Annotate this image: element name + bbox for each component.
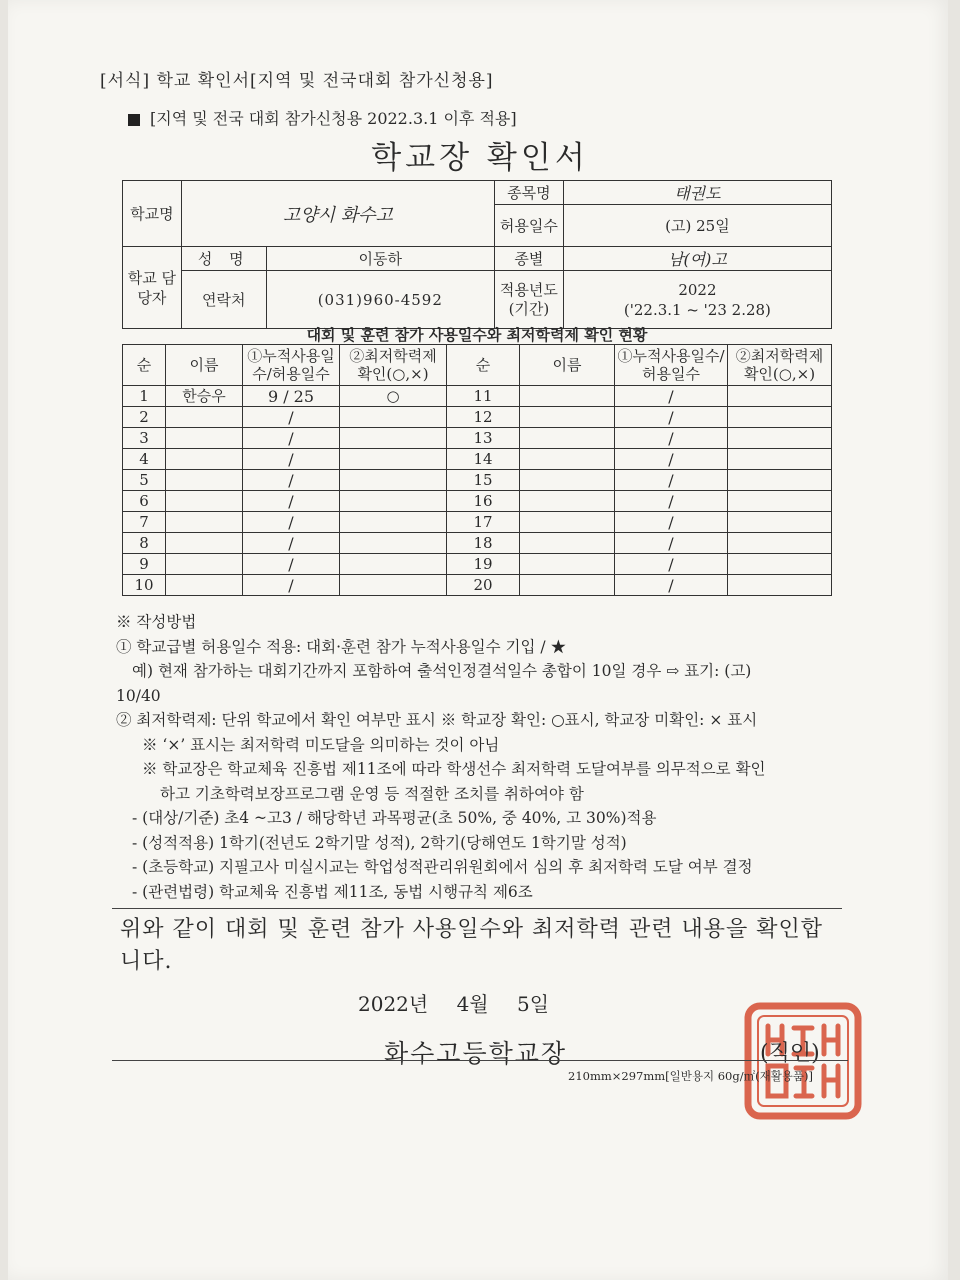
date-month: 4월 [456, 992, 489, 1016]
document-title: 학교장 확인서 [371, 140, 589, 176]
sub-label-row [128, 106, 517, 129]
row-number: 6 [123, 491, 166, 512]
square-bullet-icon [128, 114, 140, 126]
event-value: 태권도 [563, 181, 831, 205]
detail-1: - (대상/기준) 초4 ~고3 / 해당학년 과목평균(초 50%, 중 40%, 고 30%)적용 [132, 809, 657, 827]
row-check [340, 533, 447, 554]
header-name-2: 이름 [520, 345, 615, 386]
row-number: 5 [123, 470, 166, 491]
row-name [166, 575, 243, 596]
table-row [123, 533, 832, 554]
row-days: 9 / 25 [243, 386, 340, 407]
date-day: 5일 [516, 992, 550, 1016]
note-2: ② 최저학력제: 단위 학교에서 확인 여부만 표시 ※ 학교장 확인: ○표시, 학교장 미확인: × 표시 [116, 711, 758, 729]
row-name [166, 554, 243, 575]
period-label: 적용년도 (기간) [495, 271, 564, 329]
row-days-2: / [615, 491, 728, 512]
row-number-2: 16 [447, 491, 520, 512]
detail-3: - (초등학교) 지필고사 미실시교는 학업성적관리위원회에서 심의 후 최저학력 도달 여부 결정 [132, 858, 753, 876]
table-row [123, 386, 832, 407]
contact-value: (031)960-4592 [266, 271, 494, 329]
gender-value: 남(여)고 [563, 247, 831, 271]
row-days: / [243, 491, 340, 512]
school-value: 고양시 화수고 [181, 181, 494, 247]
row-number-2: 12 [447, 407, 520, 428]
row-check-2 [728, 407, 832, 428]
header-no-2: 순 [447, 345, 520, 386]
note-2-b: ※ 학교장은 학교체육 진흥법 제11조에 따라 학생선수 최저학력 도달여부를 의무적으로 확인 [142, 760, 766, 778]
row-number: 1 [123, 386, 166, 407]
issue-date [358, 988, 565, 1017]
row-check-2 [728, 491, 832, 512]
row-check [340, 512, 447, 533]
row-number: 9 [123, 554, 166, 575]
row-days-2: / [615, 575, 728, 596]
allowed-days-value: (고) 25일 [563, 205, 831, 247]
school-label: 학교명 [123, 181, 182, 247]
sub-label: [지역 및 전국 대회 참가신청용 2022.3.1 이후 적용] [150, 109, 517, 128]
row-check-2 [728, 386, 832, 407]
principal-name: 화수고등학교장 [384, 1039, 568, 1068]
header-days: ①누적사용일수/허용일수 [243, 345, 340, 386]
row-check [340, 554, 447, 575]
list-caption: 대회 및 훈련 참가 사용일수와 최저학력제 확인 현황 [306, 326, 648, 344]
contact-label: 연락처 [181, 271, 266, 329]
row-name [166, 428, 243, 449]
table-row [123, 407, 832, 428]
row-name: 한승우 [166, 386, 243, 407]
row-number-2: 11 [447, 386, 520, 407]
row-days: / [243, 533, 340, 554]
row-days-2: / [615, 533, 728, 554]
event-label: 종목명 [495, 181, 564, 205]
participation-table [122, 344, 832, 596]
header-no: 순 [123, 345, 166, 386]
row-check-2 [728, 428, 832, 449]
row-number-2: 20 [447, 575, 520, 596]
instructions [116, 610, 856, 904]
row-check-2 [728, 449, 832, 470]
allowed-days-label: 허용일수 [495, 205, 564, 247]
row-number: 10 [123, 575, 166, 596]
detail-2: - (성적적용) 1학기(전년도 2학기말 성적), 2학기(당해연도 1학기말 성적) [132, 833, 627, 852]
row-check-2 [728, 470, 832, 491]
row-days-2: / [615, 449, 728, 470]
row-check-2 [728, 575, 832, 596]
row-check [340, 449, 447, 470]
note-1-example: 예) 현재 참가하는 대회기간까지 포함하여 출석인정결석일수 총합이 10일 경우 ⇨ 표기: (고) [132, 662, 752, 680]
row-days-2: / [615, 428, 728, 449]
row-days: / [243, 470, 340, 491]
row-name-2 [520, 491, 615, 512]
row-name-2 [520, 407, 615, 428]
row-check [340, 428, 447, 449]
row-number: 4 [123, 449, 166, 470]
seal-label: (직인) [760, 1041, 820, 1066]
period-year: 2022 [678, 280, 717, 299]
row-check: ○ [340, 386, 447, 407]
header-check-2: ②최저학력제 확인(○,×) [728, 345, 832, 386]
row-name-2 [520, 470, 615, 491]
row-name [166, 512, 243, 533]
row-days: / [243, 575, 340, 596]
row-days-2: / [615, 470, 728, 491]
row-days-2: / [615, 554, 728, 575]
divider-top [112, 908, 842, 909]
table-row [123, 491, 832, 512]
row-check [340, 575, 447, 596]
name-label: 성 명 [181, 247, 266, 271]
row-name-2 [520, 533, 615, 554]
row-name [166, 491, 243, 512]
row-days-2: / [615, 407, 728, 428]
row-name [166, 449, 243, 470]
row-number: 2 [123, 407, 166, 428]
note-1: ① 학교급별 허용일수 적용: 대회·훈련 참가 누적사용일수 기입 / ★ [116, 637, 567, 656]
detail-4: - (관련법령) 학교체육 진흥법 제11조, 동법 시행규칙 제6조 [132, 882, 533, 901]
row-check [340, 407, 447, 428]
row-name [166, 470, 243, 491]
row-number: 7 [123, 512, 166, 533]
row-name [166, 407, 243, 428]
form-label: [서식] 학교 확인서[지역 및 전국대회 참가신청용] [100, 71, 494, 91]
header-days-2: ①누적사용일수/허용일수 [615, 345, 728, 386]
row-name-2 [520, 449, 615, 470]
row-number-2: 19 [447, 554, 520, 575]
row-days-2: / [615, 386, 728, 407]
row-check [340, 491, 447, 512]
row-name-2 [520, 386, 615, 407]
row-number: 3 [123, 428, 166, 449]
table-row [123, 428, 832, 449]
table-row [123, 470, 832, 491]
row-days-2: / [615, 512, 728, 533]
paper-spec: 210mm×297mm[일반용지 60g/㎡(재활용품)] [568, 1069, 813, 1083]
row-name-2 [520, 428, 615, 449]
notes-heading: ※ 작성방법 [116, 613, 197, 631]
row-name [166, 533, 243, 554]
header-name: 이름 [166, 345, 243, 386]
row-check-2 [728, 512, 832, 533]
divider-bottom [112, 1060, 848, 1061]
table-row [123, 449, 832, 470]
period-range: ('22.3.1 ~ '23 2.28) [623, 300, 771, 319]
note-2-b-cont: 하고 기초학력보장프로그램 운영 등 적절한 조치를 취하여야 함 [160, 784, 584, 803]
period-cell [563, 271, 831, 329]
row-number-2: 15 [447, 470, 520, 491]
row-number: 8 [123, 533, 166, 554]
gender-label: 종별 [495, 247, 564, 271]
note-1-example-cont: 10/40 [116, 686, 161, 705]
table-row [123, 512, 832, 533]
row-days: / [243, 407, 340, 428]
table-row [123, 554, 832, 575]
row-days: / [243, 512, 340, 533]
row-days: / [243, 554, 340, 575]
row-days: / [243, 428, 340, 449]
date-year: 2022년 [358, 992, 429, 1016]
row-days: / [243, 449, 340, 470]
row-number-2: 13 [447, 428, 520, 449]
row-number-2: 14 [447, 449, 520, 470]
table-row [123, 575, 832, 596]
row-number-2: 17 [447, 512, 520, 533]
info-table [122, 180, 832, 329]
row-check-2 [728, 554, 832, 575]
manager-label: 학교 담당자 [123, 247, 182, 329]
row-number-2: 18 [447, 533, 520, 554]
row-name-2 [520, 554, 615, 575]
note-2-a: ※ ‘×’ 표시는 최저학력 미도달을 의미하는 것이 아님 [142, 735, 500, 754]
row-check [340, 470, 447, 491]
row-name-2 [520, 575, 615, 596]
name-value: 이동하 [266, 247, 494, 271]
row-name-2 [520, 512, 615, 533]
header-check: ②최저학력제 확인(○,×) [340, 345, 447, 386]
row-check-2 [728, 533, 832, 554]
confirm-statement: 위와 같이 대회 및 훈련 참가 사용일수와 최저학력 관련 내용을 확인합니다. [120, 917, 823, 974]
